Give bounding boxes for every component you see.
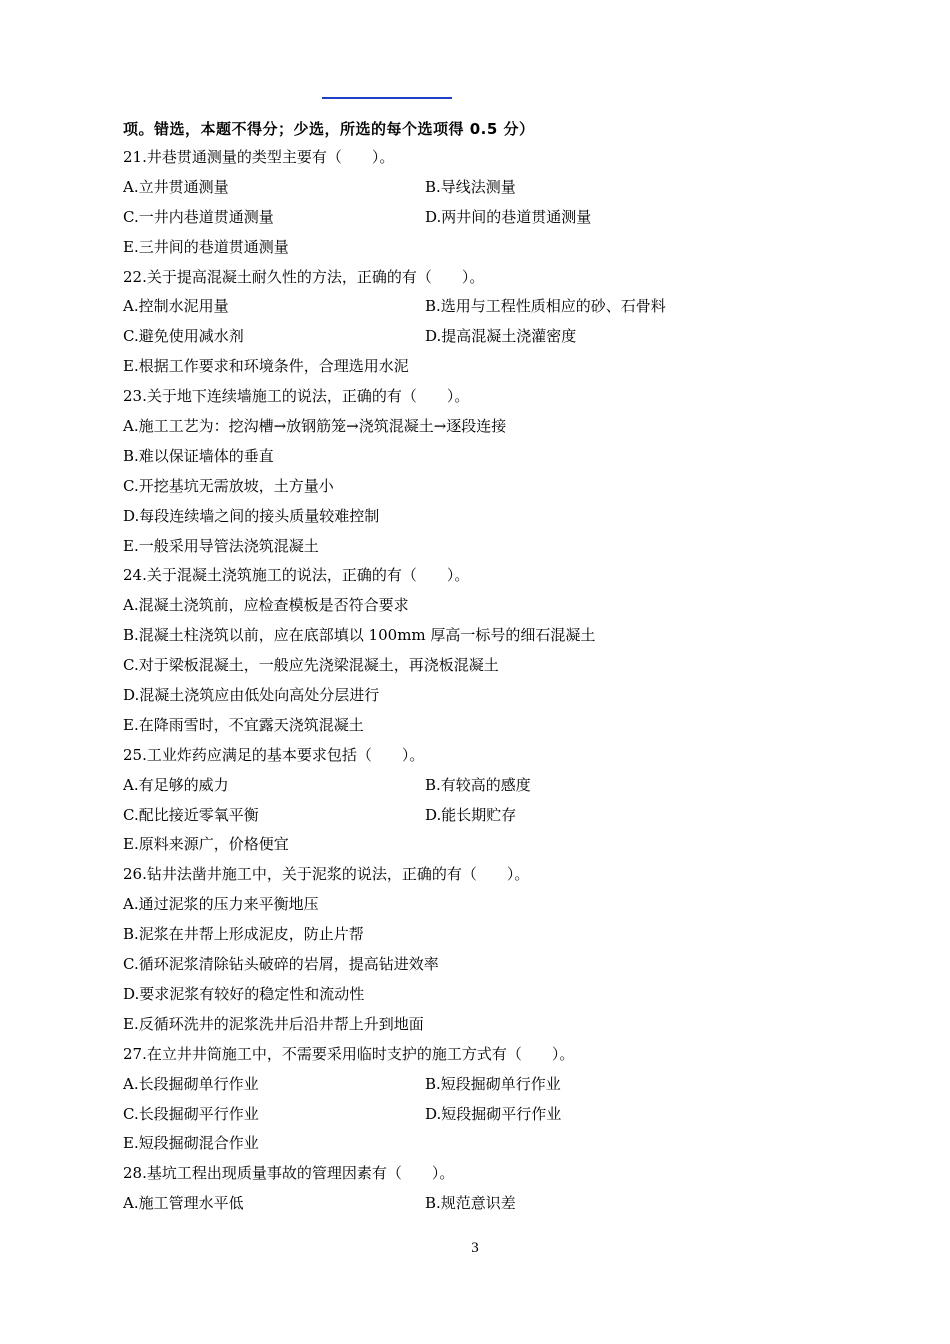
answer-option: C.对于梁板混凝土，一般应先浇梁混凝土，再浇板混凝土	[123, 656, 499, 675]
answer-option: B.导线法测量	[425, 177, 516, 196]
answer-option: E.一般采用导管法浇筑混凝土	[123, 536, 319, 555]
answer-option: B.混凝土柱浇筑以前，应在底部填以 100mm 厚高一标号的细石混凝土	[123, 626, 596, 645]
answer-option: C.避免使用减水剂	[123, 327, 244, 346]
option-row	[123, 651, 843, 681]
option-row	[123, 502, 843, 532]
answer-option: B.选用与工程性质相应的砂、石骨料	[425, 297, 666, 316]
answer-option: A.施工管理水平低	[123, 1194, 244, 1213]
answer-option: C.循环泥浆清除钻头破碎的岩屑，提高钻进效率	[123, 955, 439, 974]
answer-option: E.根据工作要求和环境条件，合理选用水泥	[123, 357, 409, 376]
answer-option: C.开挖基坑无需放坡，土方量小	[123, 476, 334, 495]
option-row	[123, 442, 843, 472]
option-row	[123, 1070, 843, 1100]
question-stem: 28.基坑工程出现质量事故的管理因素有（ ）。	[123, 1164, 455, 1183]
question-stem: 27.在立井井筒施工中，不需要采用临时支护的施工方式有（ ）。	[123, 1044, 575, 1063]
option-row	[123, 1189, 843, 1219]
answer-option: D.能长期贮存	[425, 805, 517, 824]
answer-option: A.控制水泥用量	[123, 297, 229, 316]
option-row	[123, 711, 843, 741]
answer-option: B.泥浆在井帮上形成泥皮，防止片帮	[123, 925, 364, 944]
answer-option: D.要求泥浆有较好的稳定性和流动性	[123, 984, 365, 1003]
answer-option: B.规范意识差	[425, 1194, 516, 1213]
answer-option: A.施工工艺为：挖沟槽→放钢筋笼→浇筑混凝土→逐段连接	[123, 417, 507, 436]
option-row	[123, 472, 843, 502]
option-row	[123, 412, 843, 442]
answer-option: B.短段掘砌单行作业	[425, 1074, 561, 1093]
question-stem: 23.关于地下连续墙施工的说法，正确的有（ ）。	[123, 387, 470, 406]
answer-option: E.在降雨雪时，不宜露天浇筑混凝土	[123, 715, 364, 734]
option-row	[123, 233, 843, 263]
answer-option: D.每段连续墙之间的接头质量较难控制	[123, 506, 380, 525]
option-row	[123, 203, 843, 233]
answer-option: D.短段掘砌平行作业	[425, 1104, 562, 1123]
page-number: 3	[471, 1240, 479, 1256]
option-row	[123, 1100, 843, 1130]
answer-option: A.长段掘砌单行作业	[123, 1074, 259, 1093]
option-row	[123, 920, 843, 950]
answer-option: A.有足够的威力	[123, 775, 229, 794]
option-row	[123, 980, 843, 1010]
answer-option: C.配比接近零氧平衡	[123, 805, 259, 824]
answer-option: D.混凝土浇筑应由低处向高处分层进行	[123, 686, 380, 705]
answer-option: A.立井贯通测量	[123, 177, 229, 196]
option-row	[123, 173, 843, 203]
option-row	[123, 1129, 843, 1159]
answer-option: E.反循环洗井的泥浆洗井后沿井帮上升到地面	[123, 1014, 424, 1033]
question-list	[123, 143, 843, 1219]
answer-option: A.通过泥浆的压力来平衡地压	[123, 895, 319, 914]
option-row	[123, 1010, 843, 1040]
option-row	[123, 621, 843, 651]
question-stem: 24.关于混凝土浇筑施工的说法，正确的有（ ）。	[123, 566, 470, 585]
question-stem: 21.井巷贯通测量的类型主要有（ ）。	[123, 148, 395, 166]
option-row	[123, 532, 843, 562]
question-stem: 25.工业炸药应满足的基本要求包括（ ）。	[123, 745, 425, 764]
answer-option: E.短段掘砌混合作业	[123, 1134, 259, 1153]
top-rule	[322, 97, 452, 99]
question-stem: 22.关于提高混凝土耐久性的方法，正确的有（ ）。	[123, 267, 485, 286]
option-row	[123, 591, 843, 621]
option-row	[123, 950, 843, 980]
option-row	[123, 890, 843, 920]
answer-option: C.长段掘砌平行作业	[123, 1104, 259, 1123]
option-row	[123, 801, 843, 831]
answer-option: A.混凝土浇筑前，应检查模板是否符合要求	[123, 596, 409, 615]
question-stem: 26.钻井法凿井施工中，关于泥浆的说法，正确的有（ ）。	[123, 865, 530, 884]
answer-option: C.一井内巷道贯通测量	[123, 207, 274, 226]
option-row	[123, 322, 843, 352]
option-row	[123, 352, 843, 382]
answer-option: B.有较高的感度	[425, 775, 531, 794]
section-instruction: 项。错选，本题不得分；少选，所选的每个选项得 0.5 分）	[123, 120, 535, 138]
option-row	[123, 681, 843, 711]
option-row	[123, 830, 843, 860]
option-row	[123, 771, 843, 801]
option-row	[123, 292, 843, 322]
answer-option: D.两井间的巷道贯通测量	[425, 207, 592, 226]
answer-option: E.三井间的巷道贯通测量	[123, 237, 289, 256]
answer-option: E.原料来源广，价格便宜	[123, 835, 289, 854]
answer-option: D.提高混凝土浇灌密度	[425, 327, 577, 346]
answer-option: B.难以保证墙体的垂直	[123, 446, 274, 465]
